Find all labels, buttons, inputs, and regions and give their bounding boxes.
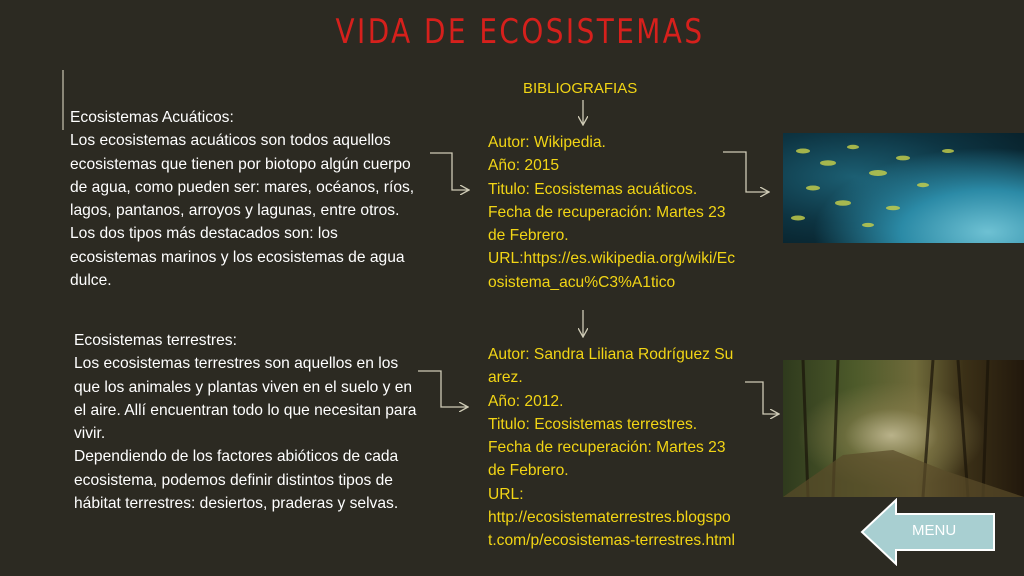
reference-terrestrial-text: Autor: Sandra Liliana Rodríguez Suarez. Año: 2012. Titulo: Ecosistemas terrestres. Fecha de recuperación: Martes 23 de Febrero. URL: http://ecosistematerrestres.blogspot.com/p/ecosistemas-terrestres.html	[488, 346, 735, 550]
fish-icon	[783, 133, 1024, 243]
fish-school-photo	[783, 133, 1024, 243]
aquatic-paragraph: Ecosistemas Acuáticos: Los ecosistemas acuáticos son todos aquellos ecosistemas que tienen por biotopo algún cuerpo de agua, como pueden ser: mares, océanos, ríos, lagos, pantanos, arroyos y lagunas, entre otros. Los dos tipos más destacados son: los ecosistemas marinos y los ecosistemas de agua dulce.	[70, 109, 415, 290]
menu-button-label[interactable]: MENU	[912, 522, 957, 539]
elbow-arrow-icon	[723, 152, 768, 192]
tree-icon	[783, 360, 1024, 497]
terrestrial-paragraph: Ecosistemas terrestres: Los ecosistemas terrestres son aquellos en los que los animales y plantas viven en el suelo y en el aire. Allí encuentran todo lo que necesitan para vivir. Dependiendo de los factores abióticos de cada ecosistema, podemos definir distintos tipos de hábitat terrestres: desiertos, praderas y selvas.	[74, 332, 417, 513]
reference-aquatic-text: Autor: Wikipedia. Año: 2015 Titulo: Ecosistemas acuáticos. Fecha de recuperación: Martes 23 de Febrero. URL:https://es.wikipedia.org/wiki/Ecosistema_acu%C3%A1tico	[488, 134, 735, 291]
elbow-arrow-icon	[745, 382, 778, 414]
elbow-arrow-icon	[418, 371, 467, 407]
elbow-arrow-icon	[430, 153, 468, 190]
bibliography-heading: BIBLIOGRAFIAS	[523, 80, 638, 97]
forest-photo	[783, 360, 1024, 497]
page-title: VIDA DE ECOSISTEMAS	[335, 12, 705, 52]
